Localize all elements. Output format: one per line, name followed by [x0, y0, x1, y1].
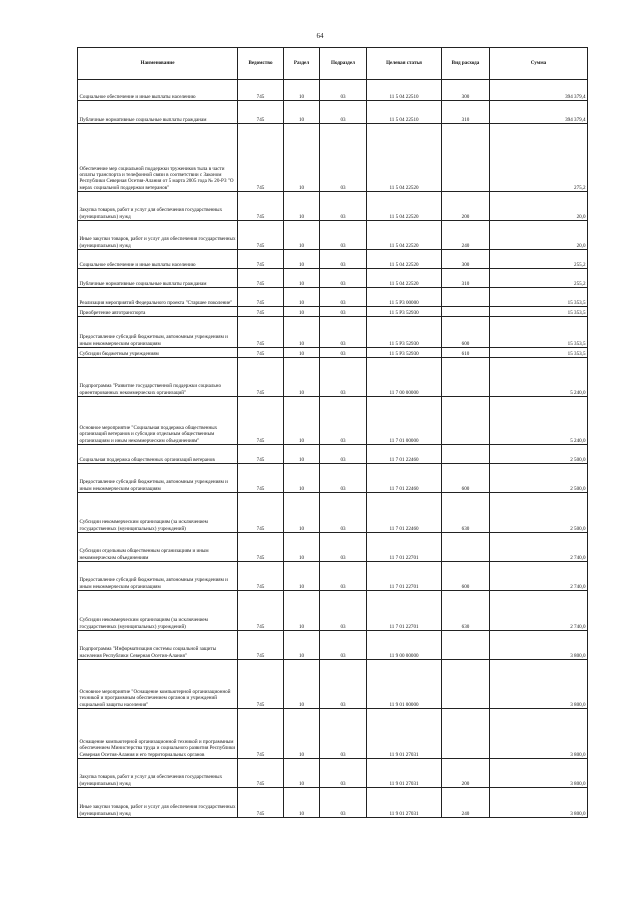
- cell-name: Субсидии бюджетным учреждениям: [78, 348, 238, 358]
- cell-name: Подпрограмма "Развитие государственной поддержки социально ориентированных некоммерческих организаций": [78, 358, 238, 397]
- cell-podrazdel: 03: [320, 660, 367, 709]
- cell-razdel: 10: [284, 631, 320, 660]
- cell-podrazdel: 03: [320, 269, 367, 288]
- cell-vedomstvo: 745: [238, 660, 284, 709]
- cell-name: Предоставление субсидий бюджетным, автономным учреждениям и иным некоммерческим организациям: [78, 562, 238, 591]
- cell-razdel: 10: [284, 533, 320, 562]
- cell-celevaya-statya: 11 7 01 22701: [367, 533, 442, 562]
- cell-razdel: 10: [284, 445, 320, 464]
- cell-vedomstvo: 745: [238, 101, 284, 124]
- cell-vid-raskhoda: [442, 660, 490, 709]
- cell-razdel: 10: [284, 591, 320, 631]
- header-summa: Сумма: [490, 48, 588, 80]
- cell-celevaya-statya: 11 5 04 22510: [367, 101, 442, 124]
- table-row: [78, 101, 588, 124]
- cell-podrazdel: 03: [320, 348, 367, 358]
- cell-name: Подпрограмма "Информатизация системы социальной защиты населения Республики Северная Осетия-Алания": [78, 631, 238, 660]
- cell-vid-raskhoda: [442, 631, 490, 660]
- cell-name: Закупка товаров, работ и услуг для обеспечения государственных (муниципальных) нужд: [78, 192, 238, 221]
- page-number: 64: [316, 32, 324, 40]
- header-razdel: Раздел: [284, 48, 320, 80]
- table-row: [78, 788, 588, 818]
- cell-summa: 394 379,4: [490, 101, 588, 124]
- cell-vid-raskhoda: [442, 709, 490, 759]
- table-row: [78, 269, 588, 288]
- header-vid-raskhoda: Вид расхода: [442, 48, 490, 80]
- cell-name: Социальное обеспечение и иные выплаты населению: [78, 80, 238, 101]
- cell-summa: 255,2: [490, 269, 588, 288]
- cell-razdel: 10: [284, 288, 320, 307]
- table-row: [78, 591, 588, 631]
- cell-vedomstvo: 745: [238, 124, 284, 192]
- cell-name: Иные закупки товаров, работ и услуг для обеспечения государственных (муниципальных) нужд: [78, 221, 238, 250]
- cell-razdel: 10: [284, 317, 320, 348]
- cell-name: Предоставление субсидий бюджетным, автономным учреждениям и иным некоммерческим организациям: [78, 317, 238, 348]
- cell-vedomstvo: 745: [238, 533, 284, 562]
- table-row: [78, 288, 588, 307]
- cell-razdel: 10: [284, 660, 320, 709]
- cell-summa: 275,2: [490, 124, 588, 192]
- cell-podrazdel: 03: [320, 631, 367, 660]
- cell-vid-raskhoda: [442, 307, 490, 317]
- cell-summa: 15 353,5: [490, 288, 588, 307]
- table-row: [78, 562, 588, 591]
- cell-vid-raskhoda: 600: [442, 562, 490, 591]
- table-body: [78, 80, 588, 818]
- cell-vedomstvo: 745: [238, 709, 284, 759]
- cell-podrazdel: 03: [320, 493, 367, 533]
- cell-razdel: 10: [284, 759, 320, 788]
- cell-celevaya-statya: 11 5 04 22510: [367, 80, 442, 101]
- cell-podrazdel: 03: [320, 250, 367, 269]
- cell-summa: 3 800,0: [490, 660, 588, 709]
- cell-name: Субсидии отдельным общественным организациям и иным некоммерческим объединениям: [78, 533, 238, 562]
- cell-vedomstvo: 745: [238, 759, 284, 788]
- cell-summa: 5 240,0: [490, 358, 588, 397]
- cell-razdel: 10: [284, 80, 320, 101]
- cell-vedomstvo: 745: [238, 307, 284, 317]
- cell-celevaya-statya: 11 7 01 22701: [367, 591, 442, 631]
- table-row: [78, 464, 588, 493]
- cell-razdel: 10: [284, 192, 320, 221]
- header-vedomstvo: Ведомство: [238, 48, 284, 80]
- cell-vid-raskhoda: 600: [442, 464, 490, 493]
- cell-vedomstvo: 745: [238, 192, 284, 221]
- cell-razdel: 10: [284, 788, 320, 818]
- cell-vid-raskhoda: [442, 397, 490, 445]
- cell-celevaya-statya: 11 7 01 22460: [367, 493, 442, 533]
- cell-celevaya-statya: 11 7 01 22701: [367, 562, 442, 591]
- table-row: [78, 493, 588, 533]
- cell-summa: 20,0: [490, 192, 588, 221]
- cell-razdel: 10: [284, 562, 320, 591]
- cell-summa: 2 740,0: [490, 591, 588, 631]
- cell-celevaya-statya: 11 9 01 27031: [367, 759, 442, 788]
- cell-vid-raskhoda: 600: [442, 317, 490, 348]
- cell-razdel: 10: [284, 124, 320, 192]
- cell-vedomstvo: 745: [238, 788, 284, 818]
- cell-name: Публичные нормативные социальные выплаты гражданам: [78, 269, 238, 288]
- cell-celevaya-statya: 11 5 04 22520: [367, 124, 442, 192]
- cell-summa: 3 800,0: [490, 788, 588, 818]
- cell-vid-raskhoda: [442, 445, 490, 464]
- cell-vedomstvo: 745: [238, 464, 284, 493]
- cell-vedomstvo: 745: [238, 317, 284, 348]
- table-row: [78, 533, 588, 562]
- cell-podrazdel: 03: [320, 533, 367, 562]
- cell-summa: 255,2: [490, 250, 588, 269]
- cell-name: Предоставление субсидий бюджетным, автономным учреждениям и иным некоммерческим организациям: [78, 464, 238, 493]
- cell-razdel: 10: [284, 269, 320, 288]
- cell-razdel: 10: [284, 250, 320, 269]
- table-row: [78, 631, 588, 660]
- cell-summa: 3 800,0: [490, 709, 588, 759]
- table-row: [78, 709, 588, 759]
- cell-vedomstvo: 745: [238, 269, 284, 288]
- cell-vid-raskhoda: 610: [442, 348, 490, 358]
- cell-vid-raskhoda: 310: [442, 269, 490, 288]
- cell-celevaya-statya: 11 9 01 27031: [367, 788, 442, 818]
- table-row: [78, 759, 588, 788]
- cell-celevaya-statya: 11 7 01 22460: [367, 445, 442, 464]
- cell-podrazdel: 03: [320, 192, 367, 221]
- cell-vedomstvo: 745: [238, 493, 284, 533]
- cell-podrazdel: 03: [320, 221, 367, 250]
- cell-name: Обеспечение мер социальной поддержки тружеников тыла в части оплаты транспорта и телефонной связи в соответствии с Законом Республики Северная Осетия-Алания от 5 марта 2005 года № 20-РЗ "О мерах социальной поддержки ветеранов": [78, 124, 238, 192]
- table-row: [78, 250, 588, 269]
- cell-summa: 20,0: [490, 221, 588, 250]
- cell-name: Публичные нормативные социальные выплаты гражданам: [78, 101, 238, 124]
- cell-vedomstvo: 745: [238, 631, 284, 660]
- cell-summa: 2 500,0: [490, 445, 588, 464]
- cell-vedomstvo: 745: [238, 562, 284, 591]
- cell-vedomstvo: 745: [238, 397, 284, 445]
- cell-summa: 3 800,0: [490, 631, 588, 660]
- cell-celevaya-statya: 11 5 04 22520: [367, 269, 442, 288]
- cell-celevaya-statya: 11 7 01 00000: [367, 397, 442, 445]
- cell-podrazdel: 03: [320, 759, 367, 788]
- cell-celevaya-statya: 11 5 04 22520: [367, 250, 442, 269]
- cell-vedomstvo: 745: [238, 288, 284, 307]
- cell-razdel: 10: [284, 358, 320, 397]
- table-row: [78, 397, 588, 445]
- cell-razdel: 10: [284, 464, 320, 493]
- cell-podrazdel: 03: [320, 397, 367, 445]
- cell-vedomstvo: 745: [238, 591, 284, 631]
- cell-summa: 394 379,4: [490, 80, 588, 101]
- cell-podrazdel: 03: [320, 288, 367, 307]
- table-row: [78, 221, 588, 250]
- cell-vid-raskhoda: 310: [442, 101, 490, 124]
- cell-vid-raskhoda: 300: [442, 80, 490, 101]
- cell-summa: 2 740,0: [490, 562, 588, 591]
- table-row: [78, 358, 588, 397]
- cell-celevaya-statya: 11 5 P3 52930: [367, 317, 442, 348]
- cell-summa: 3 800,0: [490, 759, 588, 788]
- cell-podrazdel: 03: [320, 464, 367, 493]
- cell-vedomstvo: 745: [238, 80, 284, 101]
- cell-razdel: 10: [284, 709, 320, 759]
- cell-podrazdel: 03: [320, 101, 367, 124]
- cell-podrazdel: 03: [320, 591, 367, 631]
- cell-summa: 15 353,5: [490, 348, 588, 358]
- cell-name: Социальное обеспечение и иные выплаты населению: [78, 250, 238, 269]
- cell-vid-raskhoda: [442, 124, 490, 192]
- cell-name: Оснащение компьютерной организационной техникой и программным обеспечением Министерства труда и социального развития Республики Северная Осетия-Алания и его территориальных органов: [78, 709, 238, 759]
- cell-vedomstvo: 745: [238, 221, 284, 250]
- cell-podrazdel: 03: [320, 124, 367, 192]
- table-row: [78, 124, 588, 192]
- cell-celevaya-statya: 11 5 04 22520: [367, 192, 442, 221]
- cell-summa: 15 353,5: [490, 307, 588, 317]
- cell-summa: 15 353,5: [490, 317, 588, 348]
- table-row: [78, 80, 588, 101]
- cell-razdel: 10: [284, 221, 320, 250]
- cell-summa: 2 500,0: [490, 464, 588, 493]
- cell-vid-raskhoda: 200: [442, 192, 490, 221]
- header-celevaya-statya: Целевая статья: [367, 48, 442, 80]
- cell-vedomstvo: 745: [238, 358, 284, 397]
- cell-name: Социальная поддержка общественных организаций ветеранов: [78, 445, 238, 464]
- table-row: [78, 317, 588, 348]
- cell-celevaya-statya: 11 5 P3 52930: [367, 348, 442, 358]
- cell-celevaya-statya: 11 9 01 00000: [367, 660, 442, 709]
- cell-podrazdel: 03: [320, 709, 367, 759]
- cell-summa: 2 740,0: [490, 533, 588, 562]
- cell-podrazdel: 03: [320, 562, 367, 591]
- cell-celevaya-statya: 11 9 00 00000: [367, 631, 442, 660]
- cell-name: Основное мероприятие "Оснащение компьютерной организационной техникой и программным обеспечением органов и учреждений социальной защиты населения": [78, 660, 238, 709]
- cell-name: Закупка товаров, работ и услуг для обеспечения государственных (муниципальных) нужд: [78, 759, 238, 788]
- cell-vedomstvo: 745: [238, 348, 284, 358]
- cell-celevaya-statya: 11 7 00 00000: [367, 358, 442, 397]
- table-row: [78, 348, 588, 358]
- cell-podrazdel: 03: [320, 307, 367, 317]
- cell-vid-raskhoda: [442, 288, 490, 307]
- cell-vid-raskhoda: 630: [442, 493, 490, 533]
- cell-razdel: 10: [284, 397, 320, 445]
- cell-vid-raskhoda: 630: [442, 591, 490, 631]
- cell-podrazdel: 03: [320, 788, 367, 818]
- cell-summa: 5 240,0: [490, 397, 588, 445]
- cell-name: Субсидии некоммерческим организациям (за исключением государственных (муниципальных) учреждений): [78, 493, 238, 533]
- cell-celevaya-statya: 11 5 P3 00000: [367, 288, 442, 307]
- cell-name: Субсидии некоммерческим организациям (за исключением государственных (муниципальных) учреждений): [78, 591, 238, 631]
- cell-vid-raskhoda: [442, 533, 490, 562]
- cell-celevaya-statya: 11 7 01 22460: [367, 464, 442, 493]
- cell-vid-raskhoda: 300: [442, 250, 490, 269]
- budget-table: [77, 47, 588, 818]
- cell-name: Основное мероприятие "Социальная поддержка общественных организаций ветеранов и субсидии отдельным общественным организациям и иным некоммерческим объединениям": [78, 397, 238, 445]
- header-podrazdel: Подраздел: [320, 48, 367, 80]
- cell-razdel: 10: [284, 493, 320, 533]
- cell-razdel: 10: [284, 348, 320, 358]
- cell-celevaya-statya: 11 5 04 22520: [367, 221, 442, 250]
- table-row: [78, 445, 588, 464]
- cell-vid-raskhoda: 240: [442, 788, 490, 818]
- table-row: [78, 660, 588, 709]
- cell-vid-raskhoda: 240: [442, 221, 490, 250]
- cell-summa: 2 500,0: [490, 493, 588, 533]
- table-row: [78, 192, 588, 221]
- cell-name: Реализация мероприятий Федерального проекта "Старшее поколение": [78, 288, 238, 307]
- cell-podrazdel: 03: [320, 317, 367, 348]
- cell-podrazdel: 03: [320, 445, 367, 464]
- cell-name: Приобретение автотранспорта: [78, 307, 238, 317]
- cell-podrazdel: 03: [320, 80, 367, 101]
- table-header-row: [78, 48, 588, 80]
- cell-celevaya-statya: 11 9 01 27031: [367, 709, 442, 759]
- cell-vedomstvo: 745: [238, 445, 284, 464]
- cell-vedomstvo: 745: [238, 250, 284, 269]
- table-row: [78, 307, 588, 317]
- cell-vid-raskhoda: [442, 358, 490, 397]
- cell-razdel: 10: [284, 101, 320, 124]
- cell-celevaya-statya: 11 5 P3 52930: [367, 307, 442, 317]
- cell-vid-raskhoda: 200: [442, 759, 490, 788]
- cell-razdel: 10: [284, 307, 320, 317]
- cell-podrazdel: 03: [320, 358, 367, 397]
- header-name: Наименование: [78, 48, 238, 80]
- cell-name: Иные закупки товаров, работ и услуг для обеспечения государственных (муниципальных) нужд: [78, 788, 238, 818]
